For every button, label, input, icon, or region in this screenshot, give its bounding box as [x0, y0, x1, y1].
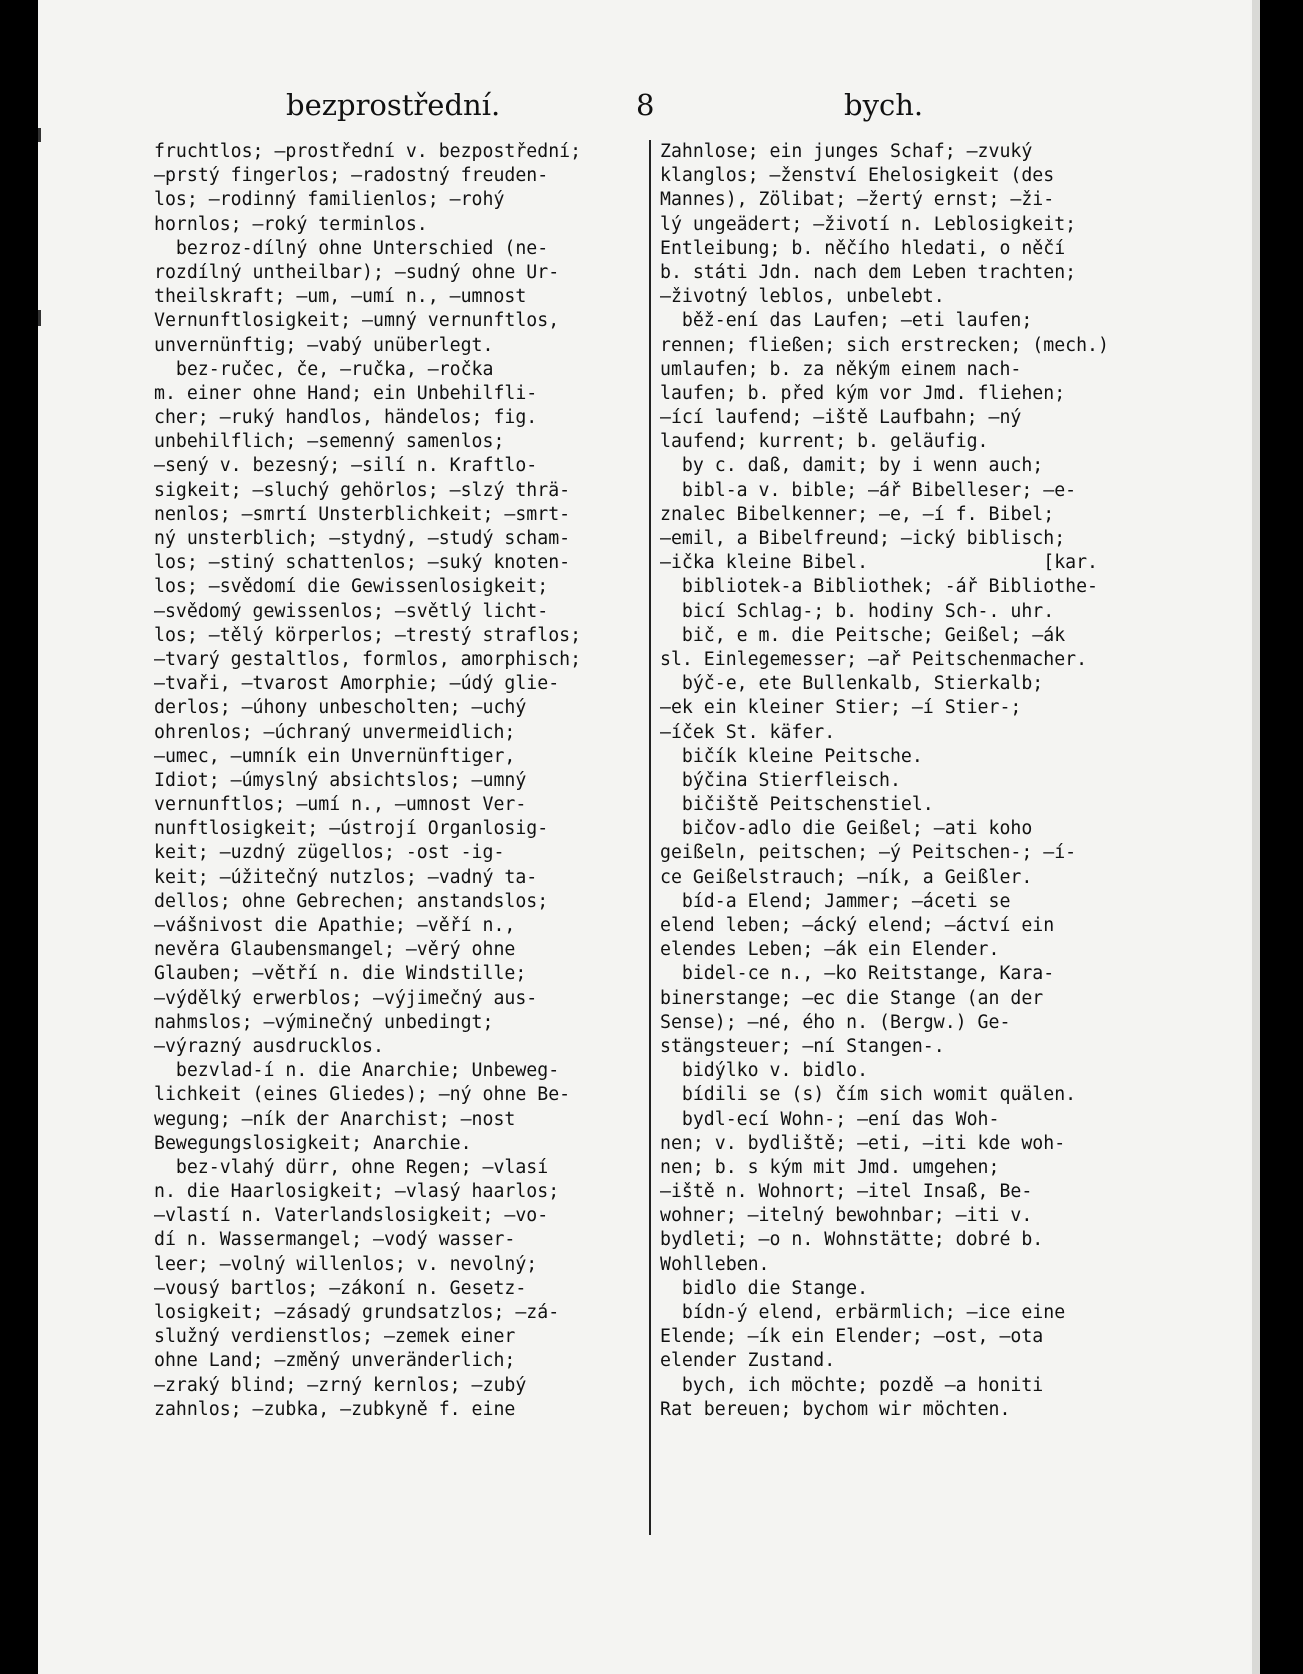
- dictionary-line: bibliotek-a Bibliothek; -ář Bibliothe-: [660, 576, 1098, 598]
- dictionary-line: —tvarý gestaltlos, formlos, amorphisch;: [154, 648, 582, 670]
- dictionary-page: [38, 0, 1260, 1674]
- dictionary-line: nen; b. s kým mit Jmd. umgehen;: [660, 1156, 1000, 1178]
- dictionary-line: bibl-a v. bible; —ář Bibelleser; —e-: [660, 479, 1077, 501]
- dictionary-line: los; —stiný schattenlos; —suký knoten-: [154, 552, 571, 574]
- dictionary-line: —vousý bartlos; —zákoní n. Gesetz-: [154, 1277, 527, 1299]
- dictionary-line: —svědomý gewissenlos; —světlý licht-: [154, 600, 549, 622]
- dictionary-line: leer; —volný willenlos; v. nevolný;: [154, 1253, 538, 1275]
- dictionary-line: ohne Land; —změný unveränderlich;: [154, 1350, 516, 1372]
- dictionary-line: b. státi Jdn. nach dem Leben trachten;: [660, 261, 1077, 283]
- dictionary-line: Mannes), Zölibat; —žertý ernst; —ži-: [660, 189, 1055, 211]
- left-guide-word: bezprostřední.: [286, 88, 501, 122]
- dictionary-line: Wohlleben.: [660, 1253, 770, 1275]
- dictionary-line: Idiot; —úmyslný absichtslos; —umný: [154, 769, 527, 791]
- dictionary-line: vernunftlos; —umí n., —umnost Ver-: [154, 794, 527, 816]
- dictionary-line: zahnlos; —zubka, —zubkyně f. eine: [154, 1398, 516, 1420]
- dictionary-line: Rat bereuen; bychom wir möchten.: [660, 1398, 1011, 1420]
- dictionary-line: —ek ein kleiner Stier; —í Stier-;: [660, 697, 1022, 719]
- dictionary-line: los; —rodinný familienlos; —rohý: [154, 189, 505, 211]
- dictionary-line: bičov-adlo die Geißel; —ati koho: [660, 818, 1033, 840]
- dictionary-line: elendes Leben; —ák ein Elender.: [660, 939, 1000, 961]
- dictionary-line: nen; v. bydliště; —eti, —iti kde woh-: [660, 1132, 1066, 1154]
- dictionary-line: ný unsterblich; —stydný, —studý scham-: [154, 528, 571, 549]
- dictionary-line: klanglos; —ženství Ehelosigkeit (des: [660, 165, 1055, 187]
- dictionary-line: nenlos; —smrtí Unsterblichkeit; —smrt-: [154, 503, 571, 525]
- dictionary-line: lichkeit (eines Gliedes); —ný ohne Be-: [154, 1084, 571, 1106]
- dictionary-line: býčina Stierfleisch.: [660, 769, 901, 791]
- dictionary-line: —íček St. käfer.: [660, 721, 836, 743]
- dictionary-line: bídn-ý elend, erbärmlich; —ice eine: [660, 1302, 1066, 1323]
- dictionary-line: laufen; b. před kým vor Jmd. fliehen;: [660, 382, 1066, 404]
- dictionary-line: bičík kleine Peitsche.: [660, 745, 923, 767]
- dictionary-line: nunftlosigkeit; —ústrojí Organlosig-: [154, 818, 549, 840]
- dictionary-line: by c. daß, damit; by i wenn auch;: [660, 455, 1044, 477]
- dictionary-line: služný verdienstlos; —zemek einer: [154, 1326, 516, 1348]
- dictionary-line: bíd-a Elend; Jammer; —áceti se: [660, 890, 1011, 912]
- dictionary-line: —životný leblos, unbelebt.: [660, 286, 945, 308]
- dictionary-line: —ička kleine Bibel. [kar.: [660, 552, 1098, 574]
- dictionary-line: bezroz-dílný ohne Unterschied (ne-: [154, 237, 549, 259]
- dictionary-line: bicí Schlag-; b. hodiny Sch-. uhr.: [660, 600, 1055, 622]
- dictionary-line: laufend; kurrent; b. geläufig.: [660, 431, 989, 453]
- column-divider: [649, 140, 651, 1535]
- dictionary-line: —iště n. Wohnort; —itel Insaß, Be-: [660, 1181, 1033, 1203]
- dictionary-line: elend leben; —ácký elend; —áctví ein: [660, 915, 1055, 936]
- dictionary-line: ce Geißelstrauch; —ník, a Geißler.: [660, 866, 1033, 888]
- dictionary-line: bydl-ecí Wohn-; —ení das Woh-: [660, 1108, 1000, 1130]
- dictionary-line: Zahnlose; ein junges Schaf; —zvuký: [660, 141, 1033, 162]
- dictionary-line: los; —tělý körperlos; —trestý straflos;: [154, 624, 582, 646]
- dictionary-line: znalec Bibelkenner; —e, —í f. Bibel;: [660, 503, 1055, 525]
- dictionary-line: —ící laufend; —iště Laufbahn; —ný: [660, 407, 1022, 429]
- dictionary-line: —sený v. bezesný; —silí n. Kraftlo-: [154, 455, 538, 477]
- dictionary-line: bych, ich möchte; pozdě —a honiti: [660, 1374, 1044, 1396]
- dictionary-line: —tvaři, —tvarost Amorphie; —údý glie-: [154, 673, 560, 695]
- dictionary-line: bydleti; —o n. Wohnstätte; dobré b.: [660, 1229, 1044, 1251]
- right-column: [660, 140, 1158, 1540]
- dictionary-line: losigkeit; —zásadý grundsatzlos; —zá-: [154, 1302, 560, 1323]
- dictionary-line: —emil, a Bibelfreund; —ický biblisch;: [660, 528, 1066, 549]
- dictionary-line: běž-ení das Laufen; —eti laufen;: [660, 310, 1033, 332]
- dictionary-line: —umec, —umník ein Unvernünftiger,: [154, 745, 516, 767]
- right-guide-word: bych.: [844, 88, 924, 122]
- dictionary-line: —výdělký erwerblos; —výjimečný aus-: [154, 987, 538, 1009]
- dictionary-line: cher; —ruký handlos, händelos; fig.: [154, 407, 538, 429]
- dictionary-line: m. einer ohne Hand; ein Unbehilfli-: [154, 382, 538, 404]
- dictionary-line: theilskraft; —um, —umí n., —umnost: [154, 286, 527, 308]
- dictionary-line: elender Zustand.: [660, 1350, 836, 1372]
- dictionary-line: fruchtlos; —prostřední v. bezpostřední;: [154, 141, 582, 162]
- dictionary-line: binerstange; —ec die Stange (an der: [660, 987, 1044, 1009]
- dictionary-line: nahmslos; —výminečný unbedingt;: [154, 1011, 494, 1033]
- dictionary-line: hornlos; —roký terminlos.: [154, 213, 428, 235]
- page-number: 8: [636, 88, 655, 122]
- dictionary-line: —vlastí n. Vaterlandslosigkeit; —vo-: [154, 1205, 549, 1227]
- dictionary-line: geißeln, peitschen; —ý Peitschen-; —í-: [660, 842, 1077, 864]
- dictionary-line: Elende; —ík ein Elender; —ost, —ota: [660, 1326, 1044, 1348]
- dictionary-line: nevěra Glaubensmangel; —věrý ohne: [154, 939, 516, 961]
- dictionary-line: —vášnivost die Apathie; —věří n.,: [154, 915, 516, 936]
- dictionary-line: bidel-ce n., —ko Reitstange, Kara-: [660, 963, 1055, 985]
- dictionary-line: lý ungeädert; —životí n. Leblosigkeit;: [660, 213, 1077, 235]
- dictionary-line: bič, e m. die Peitsche; Geißel; —ák: [660, 624, 1066, 646]
- dictionary-line: bičiště Peitschenstiel.: [660, 794, 934, 816]
- dictionary-line: bidlo die Stange.: [660, 1277, 869, 1299]
- dictionary-line: dellos; ohne Gebrechen; anstandslos;: [154, 890, 549, 912]
- dictionary-line: bez-ručec, če, —ručka, —ročka: [154, 358, 494, 380]
- dictionary-line: wohner; —itelný bewohnbar; —iti v.: [660, 1205, 1033, 1227]
- dictionary-line: n. die Haarlosigkeit; —vlasý haarlos;: [154, 1181, 560, 1203]
- dictionary-line: ohrenlos; —úchraný unvermeidlich;: [154, 721, 516, 743]
- dictionary-line: bidýlko v. bidlo.: [660, 1060, 869, 1082]
- dictionary-line: sl. Einlegemesser; —ař Peitschenmacher.: [660, 648, 1088, 670]
- dictionary-line: stängsteuer; —ní Stangen-.: [660, 1035, 945, 1057]
- dictionary-line: Sense); —né, ého n. (Bergw.) Ge-: [660, 1011, 1011, 1033]
- dictionary-line: wegung; —ník der Anarchist; —nost: [154, 1108, 516, 1130]
- dictionary-line: —výrazný ausdrucklos.: [154, 1035, 384, 1057]
- dictionary-line: rozdílný untheilbar); —sudný ohne Ur-: [154, 261, 560, 283]
- dictionary-line: dí n. Wassermangel; —vodý wasser-: [154, 1229, 516, 1251]
- dictionary-line: umlaufen; b. za někým einem nach-: [660, 358, 1022, 380]
- dictionary-line: —zraký blind; —zrný kernlos; —zubý: [154, 1374, 527, 1396]
- dictionary-line: los; —svědomí die Gewissenlosigkeit;: [154, 576, 549, 598]
- dictionary-line: bezvlad-í n. die Anarchie; Unbeweg-: [154, 1060, 560, 1082]
- dictionary-line: Vernunftlosigkeit; —umný vernunftlos,: [154, 310, 560, 332]
- dictionary-line: keit; —úžitečný nutzlos; —vadný ta-: [154, 866, 538, 888]
- dictionary-line: unbehilflich; —semenný samenlos;: [154, 431, 505, 453]
- page-edge: [1252, 0, 1260, 1674]
- dictionary-line: —prstý fingerlos; —radostný freuden-: [154, 165, 549, 187]
- dictionary-line: Entleibung; b. něčího hledati, o něčí: [660, 237, 1066, 259]
- dictionary-line: derlos; —úhony unbescholten; —uchý: [154, 697, 527, 719]
- running-header: [38, 88, 1260, 132]
- left-column: [154, 140, 670, 1540]
- dictionary-line: býč-e, ete Bullenkalb, Stierkalb;: [660, 673, 1044, 695]
- dictionary-line: bídili se (s) čím sich womit quälen.: [660, 1084, 1077, 1106]
- dictionary-line: Glauben; —větří n. die Windstille;: [154, 963, 527, 985]
- dictionary-line: bez-vlahý dürr, ohne Regen; —vlasí: [154, 1156, 549, 1178]
- dictionary-line: sigkeit; —sluchý gehörlos; —slzý thrä-: [154, 479, 571, 501]
- margin-mark: [38, 310, 41, 326]
- dictionary-line: rennen; fließen; sich erstrecken; (mech.): [660, 334, 1109, 356]
- dictionary-line: unvernünftig; —vabý unüberlegt.: [154, 334, 494, 356]
- dictionary-line: keit; —uzdný zügellos; -ost -ig-: [154, 842, 505, 864]
- dictionary-line: Bewegungslosigkeit; Anarchie.: [154, 1132, 472, 1154]
